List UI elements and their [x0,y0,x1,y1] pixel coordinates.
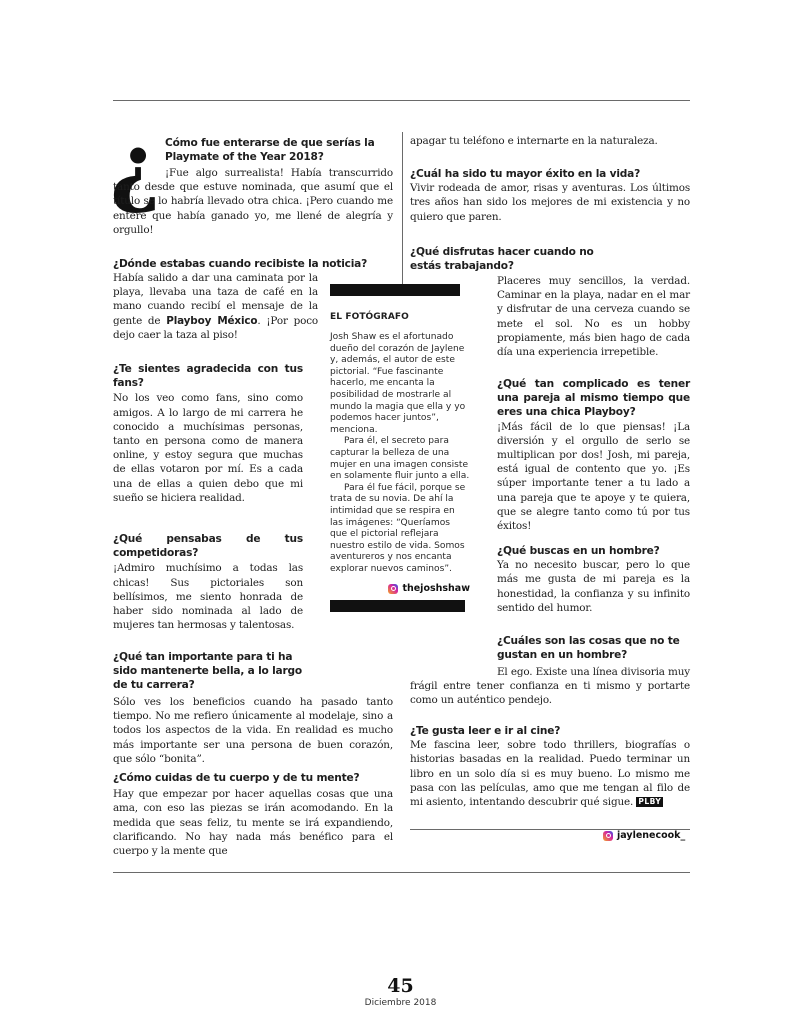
bottom-rule [113,872,690,873]
question-11: ¿Te gusta leer e ir al cine? [410,725,561,737]
page-number: 45 [387,975,414,997]
answer-8: ¡Más fácil de lo que piensas! ¡La diversión y el orgullo de serlo se multiplican por dos! Josh, mi pareja, está igual de contento que yo. ¡Es súper importante tener a tu lado a una pareja que te apoye y te quiera, que se alegre tanto como tú por tus éxitos! [497,420,690,533]
sidebar-bottom-bar [330,600,465,612]
question-7: ¿Qué disfrutas hacer cuando no estás trabajando? [410,246,594,273]
photographer-sidebar [330,284,470,612]
answer-11: Me fascina leer, sobre todo thrillers, biografías o historias basadas en la realidad. Puedo terminar un libro en un solo día si es muy bueno. Lo mismo me pasa con las películas, amo que me tengan al filo de mi asiento, intentando descubrir qué sigue. [410,739,690,809]
intro-question: Cómo fue enterarse de que serías la Playmate of the Year 2018? [165,137,375,164]
answer-6: Vivir rodeada de amor, risas y aventuras. Los últimos tres años han sido los mejores de mi existencia y no quiero que paren. [410,182,690,223]
question-3: ¿Qué pensabas de tus competidoras? [113,533,303,560]
sidebar-paragraph-2: Para él, el secreto para capturar la belleza de una mujer en una imagen consiste en solamente fluir junto a ella. [330,436,470,482]
q2-block [113,362,303,505]
question-8: ¿Qué tan complicado es tener una pareja al mismo tiempo que eres una chica Playboy? [497,378,690,419]
question-10: ¿Cuáles son las cosas que no te gustan en un hombre? [497,635,680,662]
sidebar-paragraph-1: Josh Shaw es el afortunado dueño del corazón de Jaylene y, además, el autor de este pictorial. “Fue fascinante hacerlo, me encanta la posibilidad de mostrarle al mundo la magia que ella y yo podemos hacer juntos”, menciona. [330,332,466,435]
answer-4 [113,695,393,766]
instagram-icon [388,584,398,594]
sidebar-handle[interactable] [330,583,470,594]
dropcap: ¿ [110,116,161,217]
q6-block [410,167,690,224]
question-1: ¿Dónde estabas cuando recibiste la noticia? [113,258,368,270]
q7-block [410,245,625,273]
answer-7 [497,274,690,359]
q10-block [497,634,690,662]
top-rule [113,100,690,101]
playboy-end-mark: PLBY [638,797,662,807]
q4-block [113,650,303,693]
intro-answer-text: ¡Fue algo surrealista! Había transcurrido tanto desde que estuve nominada, que asumí que el título se lo habría llevado otra chica. ¡Pero cuando me enteré que había ganado yo, me llené de alegría y orgullo! [113,167,393,236]
answer-4-text: Sólo ves los beneficios cuando ha pasado tanto tiempo. No me refiero únicamente al modelaje, sino a todos los aspectos de la vida. En realidad es mucho más importante ser una persona de buen corazón, que sólo “bonita”. [113,696,393,765]
q5-block [113,771,393,858]
answer-5-cont-text: apagar tu teléfono e internarte en la naturaleza. [410,135,658,147]
q9-block [497,544,690,615]
intro-answer [113,166,393,237]
instagram-icon [603,831,613,841]
q1-block [113,257,393,271]
model-handle[interactable] [603,830,685,841]
sidebar-paragraph-3: Para él fue fácil, porque se trata de su novia. De ahí la intimidad que se respira en las imágenes: “Queríamos que el pictorial reflejara nuestro estilo de vida. Somos aventureros y nos encanta explorar nuevos caminos”. [330,482,466,574]
q11-block [410,724,690,809]
question-5: ¿Cómo cuidas de tu cuerpo y de tu mente? [113,772,360,784]
answer-7-text: Placeres muy sencillos, la verdad. Caminar en la playa, nadar en el mar y disfrutar de una cerveza cuando se mete el sol. No es un hobby propiamente, más bien hago de cada día una experiencia irrepetible. [497,275,690,359]
answer-10-text: El ego. Existe una línea divisoria muy frágil entre tener confianza en ti mismo y portarte como un auténtico pendejo. [410,666,690,707]
issue-date: Diciembre 2018 [364,998,437,1008]
intro-question-block [165,136,393,164]
answer-1-brand: Playboy México [166,314,258,327]
sidebar-body [330,332,470,575]
model-handle-text: jaylenecook_ [617,830,686,841]
answer-3: ¡Admiro muchísimo a todas las chicas! Sus pictoriales son bellísimos, me siento honrada de haber sido nominada al lado de mujeres tan hermosas y talentosas. [113,562,303,632]
sidebar-top-bar [330,284,460,296]
answer-9: Ya no necesito buscar, pero lo que más me gusta de mi pareja es la honestidad, la confianza y su infinito sentido del humor. [497,559,690,614]
answer-2: No los veo como fans, sino como amigos. A lo largo de mi carrera he conocido a muchísimas personas, tanto en persona como de manera online, y estoy segura que muchas de ellas votaron por mí. Es a cada una de ellas a quien debo que mi sueño se hiciera realidad. [113,392,303,504]
question-4: ¿Qué tan importante para ti ha sido mantenerte bella, a lo largo de tu carrera? [113,651,302,692]
question-6: ¿Cuál ha sido tu mayor éxito en la vida? [410,168,641,180]
question-9: ¿Qué buscas en un hombre? [497,545,660,557]
column-divider [402,132,403,292]
answer-1 [113,271,318,342]
answer-10 [410,665,690,708]
answer-5-continued [410,134,690,148]
answer-5: Hay que empezar por hacer aquellas cosas que una ama, con eso las piezas se irán acomodando. En la medida que seas feliz, tu mente se irá expandiendo, clarificando. No hay nada más benéfico para el cuerpo y la mente que [113,788,393,858]
q3-block [113,532,303,632]
question-2: ¿Te sientes agradecida con tus fans? [113,363,303,390]
answer-1-pre: Había salido a dar una caminata por la playa, llevaba una taza de café en la mano cuando recibí el mensaje de la gente de [113,272,318,327]
answer-1-post: . ¡Por poco dejo caer la taza al piso! [113,314,318,341]
q8-block [497,377,690,533]
sidebar-heading: EL FOTÓGRAFO [330,312,409,322]
sidebar-handle-text: thejoshshaw [402,583,470,595]
